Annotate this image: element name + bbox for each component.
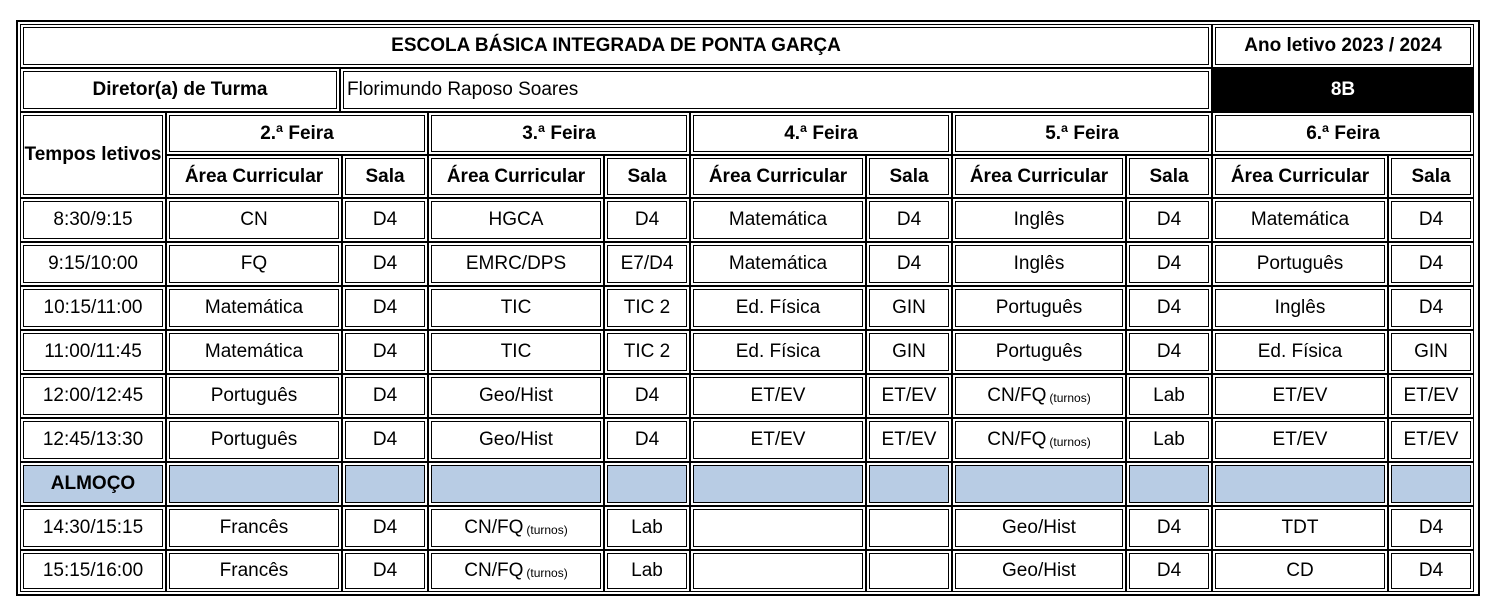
subject-name: Inglês (1013, 209, 1065, 230)
room-cell (866, 550, 952, 592)
subject-cell (952, 286, 1126, 330)
room-cell: D4 (1126, 242, 1212, 286)
lunch-area-cell (166, 462, 342, 506)
subject-name: Geo/Hist (1002, 560, 1076, 581)
lunch-room-cell (1126, 462, 1212, 506)
subject-cell (1212, 418, 1388, 462)
subject-name: CN/FQ (987, 429, 1047, 450)
subject-name: Matemática (728, 209, 828, 230)
room-cell: D4 (1388, 198, 1474, 242)
turnos-note: (turnos) (526, 523, 568, 537)
subject-name: TDT (1281, 517, 1319, 538)
subject-name: CN/FQ (464, 560, 524, 581)
lunch-room-cell (866, 462, 952, 506)
subject-cell (1212, 286, 1388, 330)
subject-cell (952, 374, 1126, 418)
subject-name: TIC (500, 341, 532, 362)
subject-cell (1212, 330, 1388, 374)
subject-cell (428, 550, 604, 592)
room-cell: GIN (1388, 330, 1474, 374)
room-column-header: Sala (342, 155, 428, 198)
time-header: Tempos letivos (20, 112, 166, 198)
subject-name: Francês (219, 560, 289, 581)
time-slot: 11:00/11:45 (20, 330, 166, 374)
subject-cell (428, 286, 604, 330)
subject-name: CD (1286, 560, 1314, 581)
subject-name: Ed. Física (735, 341, 821, 362)
subject-name: Matemática (204, 297, 304, 318)
room-cell: D4 (342, 242, 428, 286)
room-cell: D4 (1126, 550, 1212, 592)
room-cell: E7/D4 (604, 242, 690, 286)
subject-cell (1212, 506, 1388, 550)
room-cell: D4 (866, 242, 952, 286)
time-slot: 12:00/12:45 (20, 374, 166, 418)
room-column-header: Sala (1388, 155, 1474, 198)
room-cell: ET/EV (866, 374, 952, 418)
subject-cell (690, 198, 866, 242)
subject-name: Inglês (1274, 297, 1326, 318)
subject-name: HGCA (488, 209, 544, 230)
area-column-header: Área Curricular (166, 155, 342, 198)
subject-name: ET/EV (750, 429, 806, 450)
subject-cell (1212, 374, 1388, 418)
room-cell: D4 (342, 374, 428, 418)
lunch-room-cell (604, 462, 690, 506)
time-slot: 10:15/11:00 (20, 286, 166, 330)
room-cell: D4 (342, 550, 428, 592)
school-year: Ano letivo 2023 / 2024 (1212, 24, 1474, 68)
subject-name: Português (210, 429, 298, 450)
room-cell: D4 (1388, 286, 1474, 330)
time-slot: 12:45/13:30 (20, 418, 166, 462)
subject-cell (690, 506, 866, 550)
subject-cell (1212, 242, 1388, 286)
turnos-note: (turnos) (1049, 391, 1091, 405)
room-cell: Lab (604, 506, 690, 550)
subject-cell (166, 198, 342, 242)
room-cell: TIC 2 (604, 330, 690, 374)
subject-cell (952, 198, 1126, 242)
subject-name: Geo/Hist (1002, 517, 1076, 538)
room-cell: D4 (342, 418, 428, 462)
day-header: 6.ª Feira (1212, 112, 1474, 155)
subject-name: Matemática (204, 341, 304, 362)
room-cell: GIN (866, 330, 952, 374)
director-name: Florimundo Raposo Soares (340, 68, 1212, 112)
subject-name: Francês (219, 517, 289, 538)
room-cell: D4 (1388, 506, 1474, 550)
subject-name: CN/FQ (987, 385, 1047, 406)
subject-cell (1212, 550, 1388, 592)
room-cell: ET/EV (1388, 374, 1474, 418)
subject-cell (166, 506, 342, 550)
subject-name: EMRC/DPS (465, 253, 567, 274)
room-cell: D4 (604, 198, 690, 242)
lunch-area-cell (1212, 462, 1388, 506)
subject-cell (428, 374, 604, 418)
day-header: 3.ª Feira (428, 112, 690, 155)
room-column-header: Sala (866, 155, 952, 198)
lunch-label: ALMOÇO (20, 462, 166, 506)
subject-name: CN/FQ (464, 517, 524, 538)
lunch-room-cell (1388, 462, 1474, 506)
room-cell: D4 (1126, 330, 1212, 374)
subject-name: Matemática (728, 253, 828, 274)
room-cell: D4 (342, 286, 428, 330)
subject-name: Ed. Física (1257, 341, 1343, 362)
director-label: Diretor(a) de Turma (20, 68, 340, 112)
room-cell: D4 (342, 198, 428, 242)
room-cell: D4 (1126, 286, 1212, 330)
subject-cell (166, 242, 342, 286)
subject-name: Geo/Hist (479, 429, 553, 450)
room-cell: Lab (1126, 418, 1212, 462)
class-badge: 8B (1212, 68, 1474, 112)
subject-cell (428, 418, 604, 462)
room-cell: D4 (1388, 550, 1474, 592)
subject-name: Matemática (1250, 209, 1350, 230)
time-slot: 9:15/10:00 (20, 242, 166, 286)
room-cell: D4 (342, 330, 428, 374)
time-slot: 8:30/9:15 (20, 198, 166, 242)
subject-cell (166, 286, 342, 330)
turnos-note: (turnos) (526, 566, 568, 580)
subject-cell (690, 330, 866, 374)
area-column-header: Área Curricular (428, 155, 604, 198)
room-cell: GIN (866, 286, 952, 330)
subject-cell (428, 198, 604, 242)
subject-name: Ed. Física (735, 297, 821, 318)
room-cell: D4 (866, 198, 952, 242)
subject-cell (428, 506, 604, 550)
subject-name: CN (240, 209, 268, 230)
room-cell: Lab (1126, 374, 1212, 418)
room-cell: D4 (604, 374, 690, 418)
subject-cell (690, 374, 866, 418)
subject-cell (690, 286, 866, 330)
room-cell: Lab (604, 550, 690, 592)
room-cell: ET/EV (866, 418, 952, 462)
subject-cell (690, 418, 866, 462)
subject-cell (1212, 198, 1388, 242)
subject-cell (166, 374, 342, 418)
subject-cell (952, 330, 1126, 374)
time-slot: 15:15/16:00 (20, 550, 166, 592)
subject-name: ET/EV (1272, 429, 1328, 450)
subject-cell (428, 330, 604, 374)
day-header: 4.ª Feira (690, 112, 952, 155)
subject-name: Geo/Hist (479, 385, 553, 406)
subject-name: ET/EV (750, 385, 806, 406)
subject-cell (952, 550, 1126, 592)
day-header: 5.ª Feira (952, 112, 1212, 155)
room-cell: D4 (342, 506, 428, 550)
lunch-area-cell (428, 462, 604, 506)
area-column-header: Área Curricular (1212, 155, 1388, 198)
subject-cell (166, 418, 342, 462)
room-cell (866, 506, 952, 550)
subject-cell (952, 242, 1126, 286)
room-column-header: Sala (604, 155, 690, 198)
subject-name: Português (995, 341, 1083, 362)
room-cell: D4 (1388, 242, 1474, 286)
subject-cell (952, 506, 1126, 550)
subject-name: Português (1256, 253, 1344, 274)
subject-name: Inglês (1013, 253, 1065, 274)
subject-cell (690, 242, 866, 286)
subject-name: Português (995, 297, 1083, 318)
room-cell: TIC 2 (604, 286, 690, 330)
lunch-area-cell (952, 462, 1126, 506)
school-name: ESCOLA BÁSICA INTEGRADA DE PONTA GARÇA (20, 24, 1212, 68)
lunch-room-cell (342, 462, 428, 506)
room-cell: D4 (604, 418, 690, 462)
subject-name: Português (210, 385, 298, 406)
time-slot: 14:30/15:15 (20, 506, 166, 550)
subject-name: TIC (500, 297, 532, 318)
subject-cell (690, 550, 866, 592)
room-cell: ET/EV (1388, 418, 1474, 462)
subject-name: FQ (240, 253, 268, 274)
subject-cell (952, 418, 1126, 462)
subject-cell (166, 550, 342, 592)
subject-name: ET/EV (1272, 385, 1328, 406)
subject-cell (428, 242, 604, 286)
room-cell: D4 (1126, 198, 1212, 242)
area-column-header: Área Curricular (690, 155, 866, 198)
lunch-area-cell (690, 462, 866, 506)
area-column-header: Área Curricular (952, 155, 1126, 198)
subject-cell (166, 330, 342, 374)
turnos-note: (turnos) (1049, 435, 1091, 449)
day-header: 2.ª Feira (166, 112, 428, 155)
room-column-header: Sala (1126, 155, 1212, 198)
room-cell: D4 (1126, 506, 1212, 550)
